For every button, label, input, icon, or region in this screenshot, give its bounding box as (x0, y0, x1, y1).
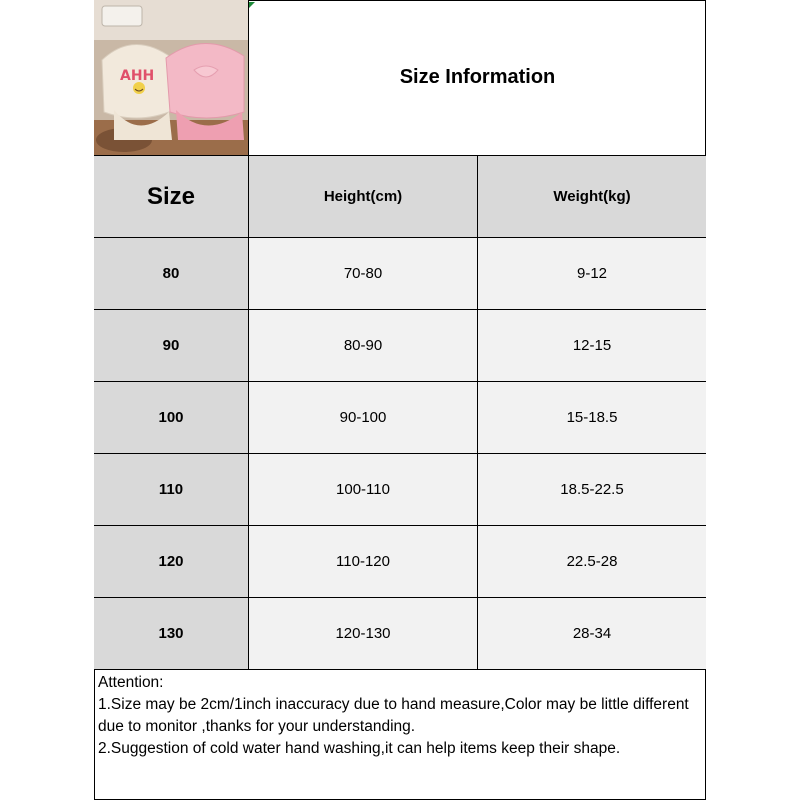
weight-cell: 15-18.5 (478, 381, 706, 453)
notes-line-2: 2.Suggestion of cold water hand washing,it can help items keep their shape. (98, 740, 621, 757)
height-cell: 80-90 (249, 309, 478, 381)
size-cell: 110 (94, 453, 249, 525)
product-photo (94, 0, 249, 155)
height-cell: 90-100 (249, 381, 478, 453)
table-row (94, 453, 706, 525)
height-cell: 120-130 (249, 597, 478, 669)
table-header-row (94, 155, 706, 237)
size-cell: 100 (94, 381, 249, 453)
header-weight: Weight(kg) (478, 155, 706, 237)
size-cell: 90 (94, 309, 249, 381)
table-row (94, 237, 706, 309)
height-cell: 110-120 (249, 525, 478, 597)
size-cell: 120 (94, 525, 249, 597)
table-row (94, 381, 706, 453)
weight-cell: 12-15 (478, 309, 706, 381)
weight-cell: 28-34 (478, 597, 706, 669)
product-photo-illustration (94, 0, 249, 155)
size-table (94, 155, 706, 669)
size-cell: 80 (94, 237, 249, 309)
table-row (94, 309, 706, 381)
attention-notes (94, 669, 706, 800)
height-cell: 70-80 (249, 237, 478, 309)
notes-heading: Attention: (98, 674, 164, 691)
sweater-print-text: AHH (120, 68, 155, 84)
height-cell: 100-110 (249, 453, 478, 525)
table-row (94, 597, 706, 669)
page-title: Size Information (399, 66, 556, 88)
weight-cell: 22.5-28 (478, 525, 706, 597)
header-height: Height(cm) (249, 155, 478, 237)
size-cell: 130 (94, 597, 249, 669)
weight-cell: 9-12 (478, 237, 706, 309)
notes-line-1: 1.Size may be 2cm/1inch inaccuracy due to hand measure,Color may be little different due to monitor ,thanks for your understanding. (98, 696, 689, 735)
header-size: Size (94, 155, 249, 237)
table-row (94, 525, 706, 597)
weight-cell: 18.5-22.5 (478, 453, 706, 525)
